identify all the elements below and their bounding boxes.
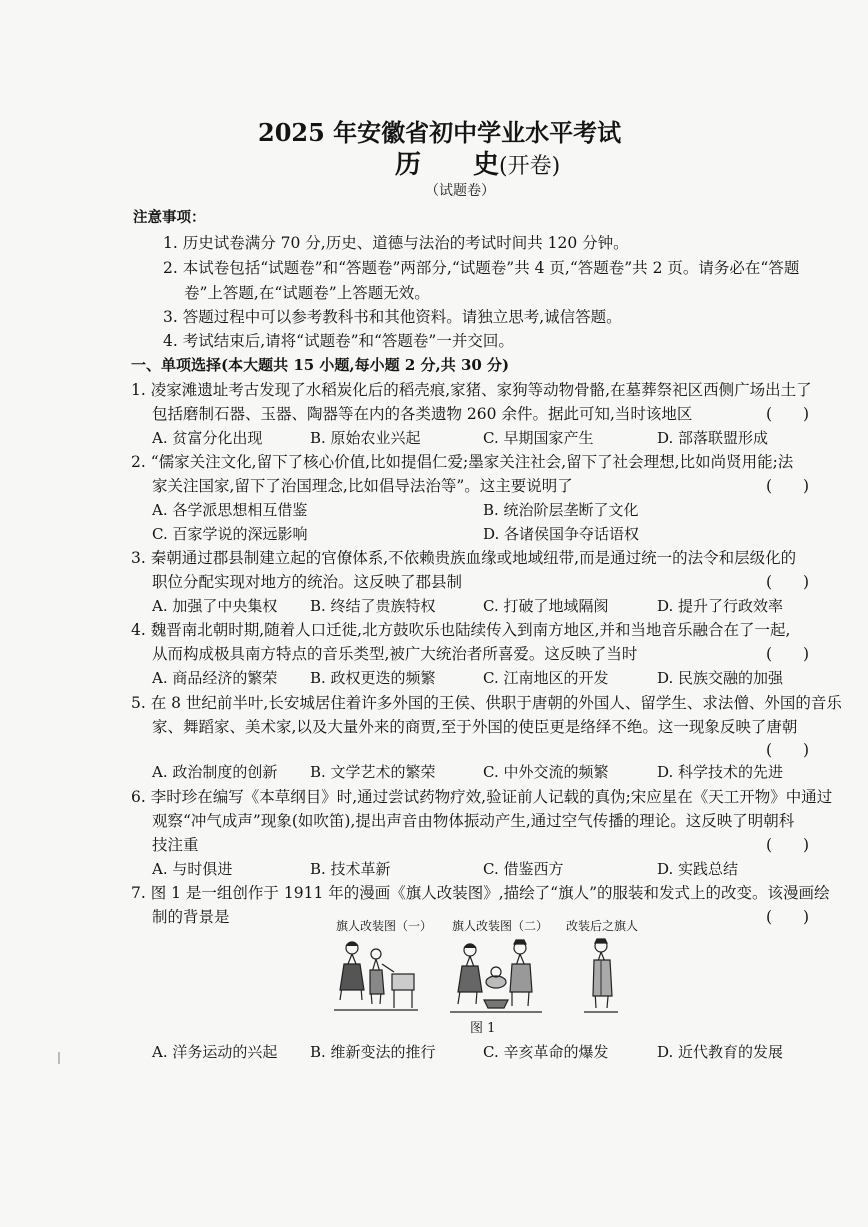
option-b: B. 维新变法的推行 bbox=[310, 1043, 436, 1061]
section-heading: 一、单项选择(本大题共 15 小题,每小题 2 分,共 30 分) bbox=[131, 356, 510, 374]
option-c: C. 中外交流的频繁 bbox=[483, 763, 609, 781]
notice-item: 2. 本试卷包括“试题卷”和“答题卷”两部分,“试题卷”共 4 页,“答题卷”共 2 页。请务必在“答题 bbox=[163, 259, 800, 277]
question-1-line: 包括磨制石器、玉器、陶器等在内的各类遗物 260 余件。据此可知,当时该地区 bbox=[152, 405, 693, 423]
answer-paren: ( ) bbox=[766, 836, 810, 854]
question-3-line: 职位分配实现对地方的统治。这反映了郡县制 bbox=[152, 573, 463, 591]
answer-paren: ( ) bbox=[766, 573, 810, 591]
answer-paren: ( ) bbox=[766, 741, 810, 759]
question-2-line: 家关注国家,留下了治国理念,比如倡导法治等”。这主要说明了 bbox=[152, 477, 573, 495]
option-a: A. 贫富分化出现 bbox=[152, 429, 263, 447]
answer-paren: ( ) bbox=[766, 645, 810, 663]
question-2-line: 2. “儒家关注文化,留下了核心价值,比如提倡仁爱;墨家关注社会,留下了社会理想,比如尚贤用能;法 bbox=[131, 453, 794, 471]
option-c: C. 早期国家产生 bbox=[483, 429, 594, 447]
option-d: D. 科学技术的先进 bbox=[657, 763, 784, 781]
cartoon-panel-1 bbox=[330, 934, 420, 1016]
option-a: A. 洋务运动的兴起 bbox=[152, 1043, 278, 1061]
option-a: A. 与时俱进 bbox=[152, 860, 233, 878]
question-6-line: 技注重 bbox=[152, 836, 199, 854]
option-b: B. 文学艺术的繁荣 bbox=[310, 763, 436, 781]
subject-title bbox=[395, 152, 560, 178]
figure-panel-caption: 改装后之旗人 bbox=[566, 919, 639, 933]
question-5-line: 5. 在 8 世纪前半叶,长安城居住着许多外国的王侯、供职于唐朝的外国人、留学生、求法僧、外国的音乐 bbox=[131, 694, 842, 712]
option-d: D. 提升了行政效率 bbox=[657, 597, 784, 615]
question-6-line: 6. 李时珍在编写《本草纲目》时,通过尝试药物疗效,验证前人记载的真伪;宋应星在《天工开物》中通过 bbox=[131, 788, 833, 806]
option-a: A. 各学派思想相互借鉴 bbox=[152, 501, 308, 519]
subject-name: 历 史 bbox=[395, 150, 500, 180]
question-7-line: 制的背景是 bbox=[152, 908, 230, 926]
option-b: B. 政权更迭的频繁 bbox=[310, 669, 436, 687]
question-5-line: 家、舞蹈家、美术家,以及大量外来的商贾,至于外国的使臣更是络绎不绝。这一现象反映了唐朝 bbox=[152, 718, 798, 736]
option-b: B. 统治阶层垄断了文化 bbox=[483, 501, 639, 519]
paper-type: （试题卷） bbox=[425, 183, 495, 199]
question-4-line: 4. 魏晋南北朝时期,随着人口迁徙,北方鼓吹乐也陆续传入到南方地区,并和当地音乐融合在了一起, bbox=[131, 621, 791, 639]
option-d: D. 近代教育的发展 bbox=[657, 1043, 784, 1061]
option-b: B. 终结了贵族特权 bbox=[310, 597, 436, 615]
notice-item: 1. 历史试卷满分 70 分,历史、道德与法治的考试时间共 120 分钟。 bbox=[163, 234, 629, 252]
answer-paren: ( ) bbox=[766, 908, 810, 926]
option-b: B. 技术革新 bbox=[310, 860, 391, 878]
option-a: A. 加强了中央集权 bbox=[152, 597, 278, 615]
option-c: C. 江南地区的开发 bbox=[483, 669, 609, 687]
option-c: C. 借鉴西方 bbox=[483, 860, 564, 878]
question-6-line: 观察“冲气成声”现象(如吹笛),提出声音由物体振动产生,通过空气传播的理论。这反映了明朝科 bbox=[152, 812, 795, 830]
notice-heading: 注意事项： bbox=[133, 209, 206, 226]
question-3-line: 3. 秦朝通过郡县制建立起的官僚体系,不依赖贵族血缘或地域纽带,而是通过统一的法令和层级化的 bbox=[131, 549, 797, 567]
option-d: D. 各诸侯国争夺话语权 bbox=[483, 525, 640, 543]
notice-item: 3. 答题过程中可以参考教科书和其他资料。请独立思考,诚信答题。 bbox=[163, 308, 622, 326]
option-c: C. 辛亥革命的爆发 bbox=[483, 1043, 609, 1061]
exam-title: 2025 年安徽省初中学业水平考试 bbox=[258, 118, 622, 147]
figure-panel-caption: 旗人改装图（二） bbox=[452, 919, 549, 933]
option-d: D. 实践总结 bbox=[657, 860, 739, 878]
notice-item: 4. 考试结束后,请将“试题卷”和“答题卷”一并交回。 bbox=[163, 332, 514, 350]
option-d: D. 部落联盟形成 bbox=[657, 429, 769, 447]
option-a: A. 政治制度的创新 bbox=[152, 763, 278, 781]
cartoon-panel-2 bbox=[446, 934, 546, 1016]
answer-paren: ( ) bbox=[766, 477, 810, 495]
option-d: D. 民族交融的加强 bbox=[657, 669, 784, 687]
subject-suffix: (开卷) bbox=[499, 154, 561, 179]
figure-caption: 图 1 bbox=[470, 1021, 496, 1036]
option-a: A. 商品经济的繁荣 bbox=[152, 669, 278, 687]
question-7-line: 7. 图 1 是一组创作于 1911 年的漫画《旗人改装图》,描绘了“旗人”的服装和发式上的改变。该漫画绘 bbox=[131, 884, 830, 902]
scan-speck bbox=[58, 1052, 60, 1064]
question-4-line: 从而构成极具南方特点的音乐类型,被广大统治者所喜爱。这反映了当时 bbox=[152, 645, 638, 663]
answer-paren: ( ) bbox=[766, 405, 810, 423]
question-1-line: 1. 凌家滩遗址考古发现了水稻炭化后的稻壳痕,家猪、家狗等动物骨骼,在墓葬祭祀区西侧广场出土了 bbox=[131, 381, 812, 399]
figure-panel-caption: 旗人改装图（一） bbox=[336, 919, 433, 933]
notice-item: 卷”上答题,在“试题卷”上答题无效。 bbox=[184, 284, 430, 302]
option-c: C. 打破了地域隔阂 bbox=[483, 597, 609, 615]
option-b: B. 原始农业兴起 bbox=[310, 429, 421, 447]
option-c: C. 百家学说的深远影响 bbox=[152, 525, 308, 543]
cartoon-panel-3 bbox=[576, 934, 626, 1016]
